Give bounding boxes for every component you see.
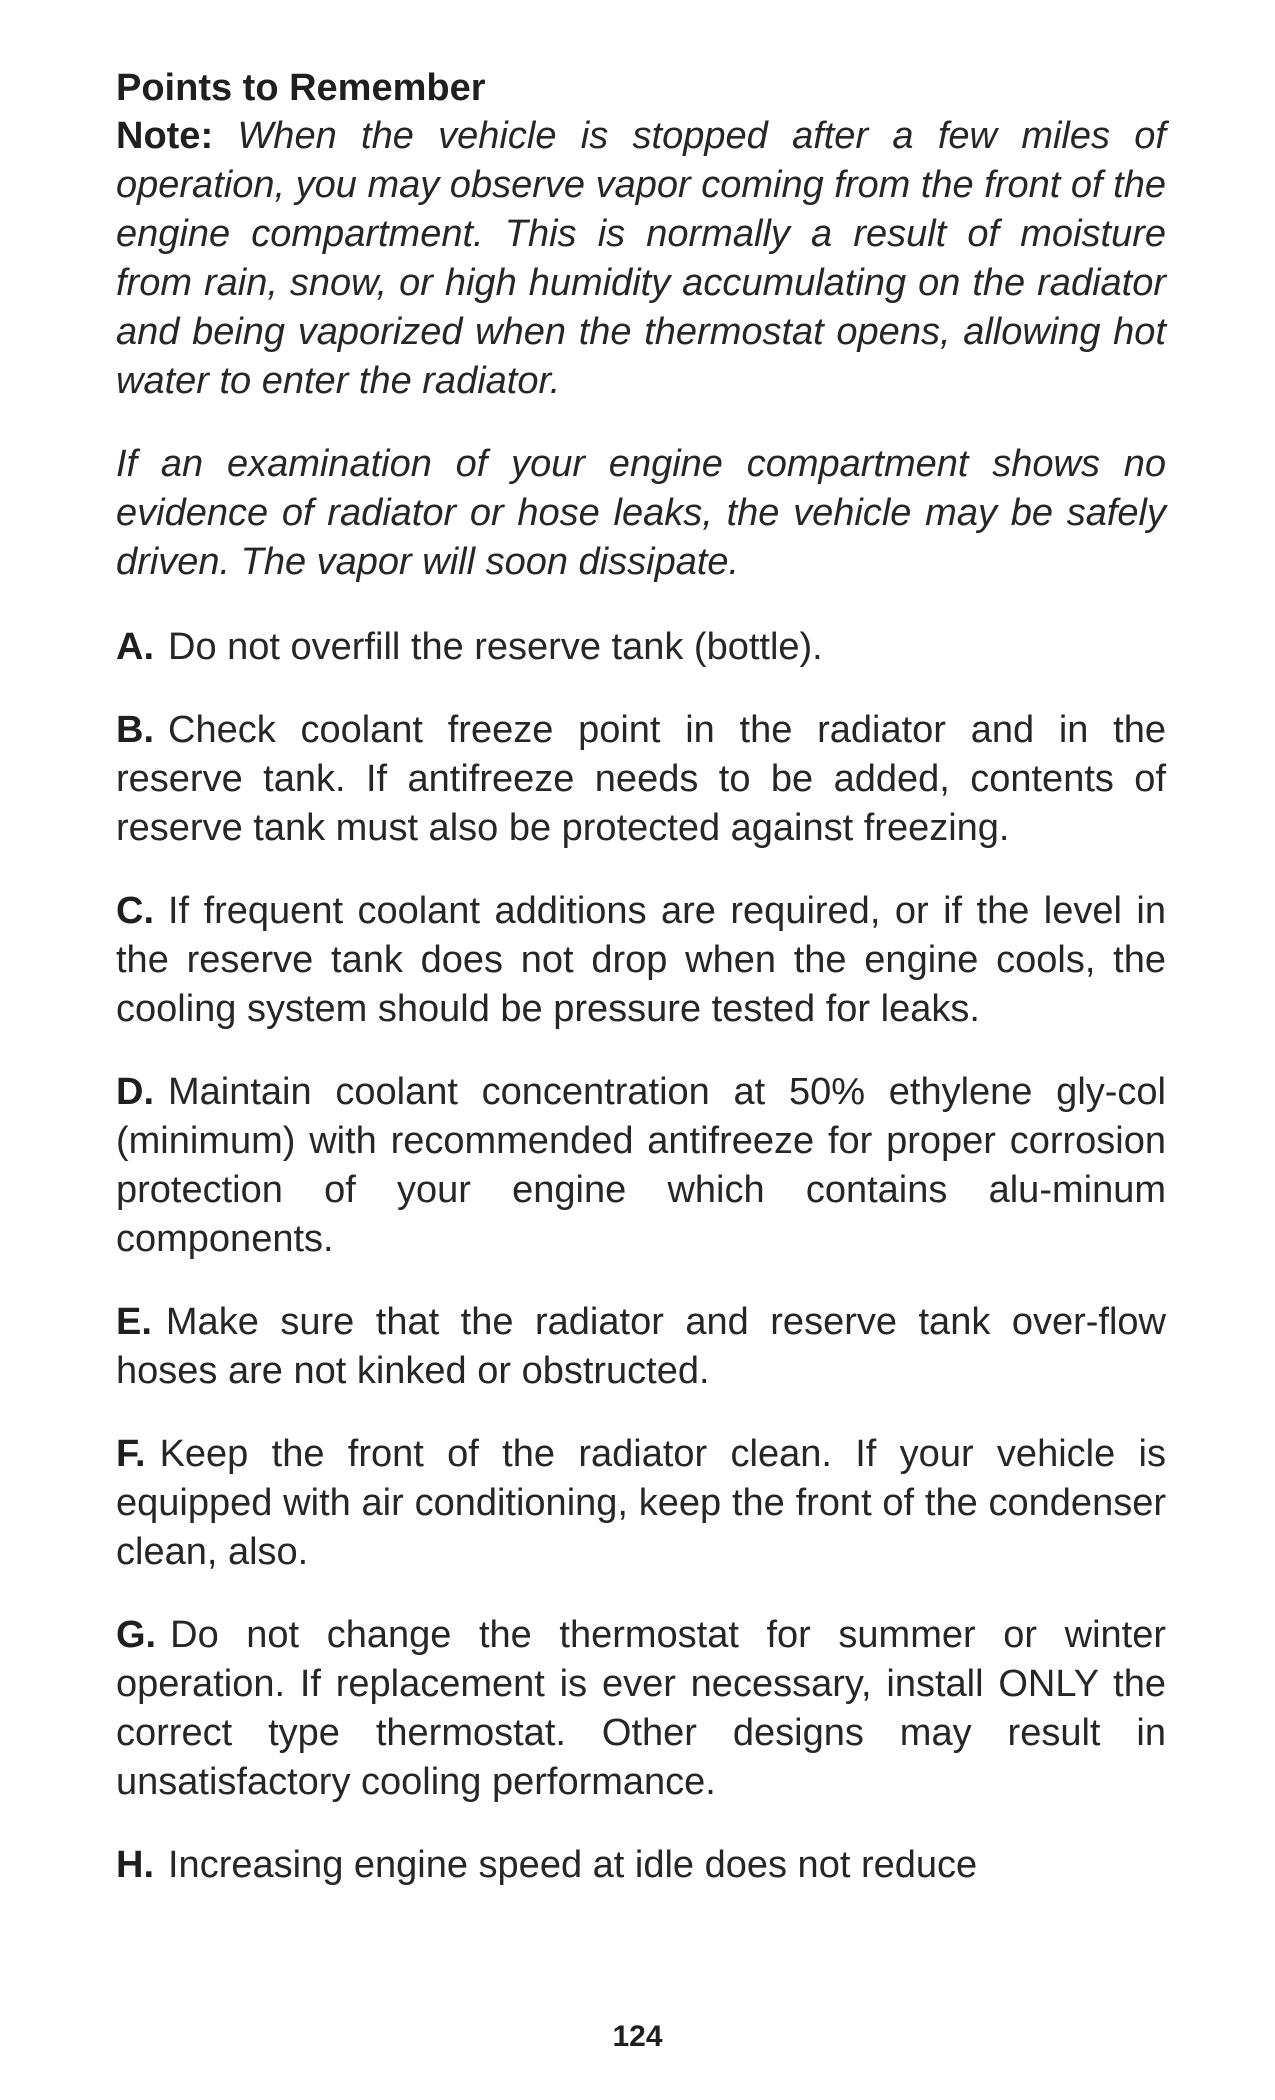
list-item-letter: A. [116, 626, 154, 668]
list-item-text: Maintain coolant concentration at 50% ethylene gly-col (minimum) with recommended antifreeze for proper corrosion protection of your engine which contains alu-minum components. [116, 1071, 1166, 1260]
list-item-text: Keep the front of the radiator clean. If your vehicle is equipped with air conditioning, keep the front of the condenser clean, also. [116, 1433, 1166, 1573]
list-item-g [116, 1611, 1166, 1807]
list-item-text: Increasing engine speed at idle does not reduce [168, 1844, 978, 1886]
list-item-a [116, 623, 1166, 672]
list-item-letter: G. [116, 1614, 157, 1656]
page-content [116, 64, 1166, 1890]
note-label: Note: [116, 115, 214, 157]
list-item-text: Make sure that the radiator and reserve tank over-flow hoses are not kinked or obstructed. [116, 1301, 1166, 1392]
list-item-f [116, 1430, 1166, 1577]
list-item-b [116, 706, 1166, 853]
note-paragraph [116, 112, 1166, 406]
list-item-text: Do not change the thermostat for summer or winter operation. If replacement is ever necessary, install ONLY the correct type thermostat. Other designs may result in unsatisfactory cooling performance. [116, 1614, 1166, 1803]
section-heading: Points to Remember [116, 67, 486, 109]
list-item-letter: F. [116, 1433, 146, 1475]
list-item-d [116, 1068, 1166, 1264]
list-item-h [116, 1841, 1166, 1890]
list-item-text: If frequent coolant additions are required, or if the level in the reserve tank does not drop when the engine cools, the cooling system should be pressure tested for leaks. [116, 890, 1166, 1030]
list-item-letter: B. [116, 709, 154, 751]
list-item-text: Check coolant freeze point in the radiator and in the reserve tank. If antifreeze needs to be added, contents of reserve tank must also be protected against freezing. [116, 709, 1166, 849]
list-item-letter: C. [116, 890, 154, 932]
list-item-c [116, 887, 1166, 1034]
list-item-e [116, 1298, 1166, 1396]
note-text: When the vehicle is stopped after a few miles of operation, you may observe vapor coming from the front of the engine compartment. This is normally a result of moisture from rain, snow, or high humidity accumulating on the radiator and being vaporized when the thermostat opens, allowing hot water to enter the radiator. [116, 115, 1166, 402]
note-paragraph-2: If an examination of your engine compartment shows no evidence of radiator or hose leaks, the vehicle may be safely driven. The vapor will soon dissipate. [116, 443, 1166, 583]
list-item-letter: H. [116, 1844, 154, 1886]
list-item-letter: D. [116, 1071, 154, 1113]
page-number: 124 [612, 2020, 663, 2053]
list-item-text: Do not overfill the reserve tank (bottle). [168, 626, 823, 668]
list-item-letter: E. [116, 1301, 152, 1343]
